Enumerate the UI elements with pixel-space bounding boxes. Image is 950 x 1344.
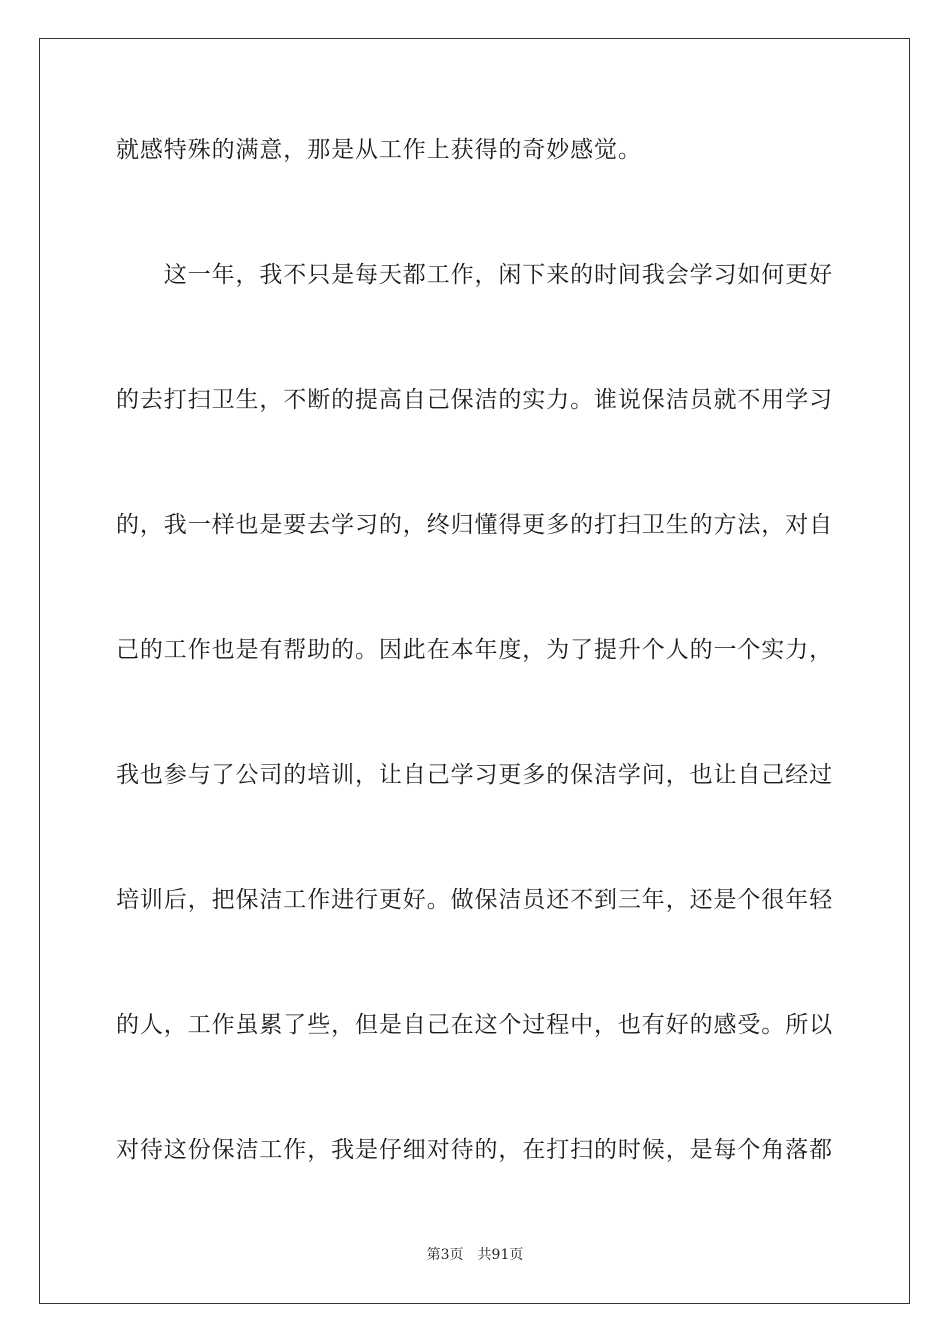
paragraph-line-6: 我也参与了公司的培训，让自己学习更多的保洁学问，也让自己经过 bbox=[116, 762, 833, 788]
page-number: 第3页 bbox=[426, 1247, 464, 1263]
paragraph-line-4: 的，我一样也是要去学习的，终归懂得更多的打扫卫生的方法，对自 bbox=[116, 512, 833, 538]
paragraph-line-9: 对待这份保洁工作，我是仔细对待的，在打扫的时候，是每个角落都 bbox=[116, 1137, 833, 1163]
page-total: 共91页 bbox=[477, 1247, 524, 1263]
paragraph-line-1: 就感特殊的满意，那是从工作上获得的奇妙感觉。 bbox=[116, 137, 642, 163]
paragraph-line-5: 己的工作也是有帮助的。因此在本年度，为了提升个人的一个实力， bbox=[116, 637, 833, 663]
page-footer bbox=[0, 1245, 950, 1265]
paragraph-line-8: 的人，工作虽累了些，但是自己在这个过程中，也有好的感受。所以 bbox=[116, 1012, 833, 1038]
paragraph-line-3: 的去打扫卫生，不断的提高自己保洁的实力。谁说保洁员就不用学习 bbox=[116, 387, 833, 413]
paragraph-line-7: 培训后，把保洁工作进行更好。做保洁员还不到三年，还是个很年轻 bbox=[116, 887, 833, 913]
paragraph-line-2: 这一年，我不只是每天都工作，闲下来的时间我会学习如何更好 bbox=[116, 262, 833, 288]
page-frame bbox=[39, 38, 910, 1304]
